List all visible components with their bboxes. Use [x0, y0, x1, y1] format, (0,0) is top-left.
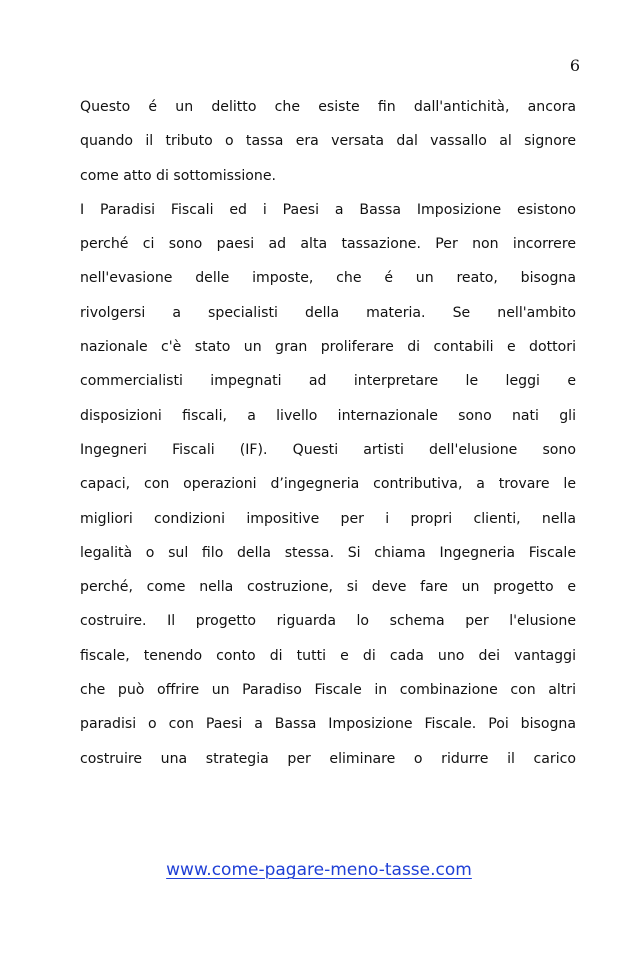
body-text [80, 90, 576, 776]
page-number: 6 [569, 56, 580, 75]
text-line: capaci, con operazioni d’ingegneria contributiva, a trovare le [80, 476, 576, 493]
text-line: perché ci sono paesi ad alta tassazione. Per non incorrere [80, 236, 576, 253]
text-line: fiscale, tenendo conto di tutti e di cada uno dei vantaggi [80, 647, 576, 664]
text-line: costruire una strategia per eliminare o ridurre il carico [80, 750, 576, 767]
text-line: come atto di sottomissione. [80, 167, 276, 184]
text-line: Ingegneri Fiscali (IF). Questi artisti dell'elusione sono [80, 441, 576, 458]
text-line: perché, come nella costruzione, si deve fare un progetto e [80, 579, 576, 596]
text-line: rivolgersi a specialisti della materia. Se nell'ambito [80, 304, 576, 321]
website-link[interactable]: www.come-pagare-meno-tasse.com [166, 860, 472, 880]
text-line: Questo é un delitto che esiste fin dall'antichità, ancora [80, 99, 576, 115]
text-line: commercialisti impegnati ad interpretare le leggi e [80, 373, 576, 390]
text-line: costruire. Il progetto riguarda lo schema per l'elusione [80, 613, 576, 630]
text-line: I Paradisi Fiscali ed i Paesi a Bassa Imposizione esistono [80, 201, 576, 218]
text-line: che può offrire un Paradiso Fiscale in combinazione con altri [80, 682, 576, 699]
text-line: nazionale c'è stato un gran proliferare di contabili e dottori [80, 339, 576, 356]
text-line: disposizioni fiscali, a livello internazionale sono nati gli [80, 407, 576, 424]
text-line: quando il tributo o tassa era versata dal vassallo al signore [80, 133, 576, 150]
text-line: migliori condizioni impositive per i propri clienti, nella [80, 510, 576, 527]
text-line: paradisi o con Paesi a Bassa Imposizione Fiscale. Poi bisogna [80, 716, 576, 733]
text-line: nell'evasione delle imposte, che é un reato, bisogna [80, 270, 576, 287]
text-line: legalità o sul filo della stessa. Si chiama Ingegneria Fiscale [80, 544, 576, 561]
